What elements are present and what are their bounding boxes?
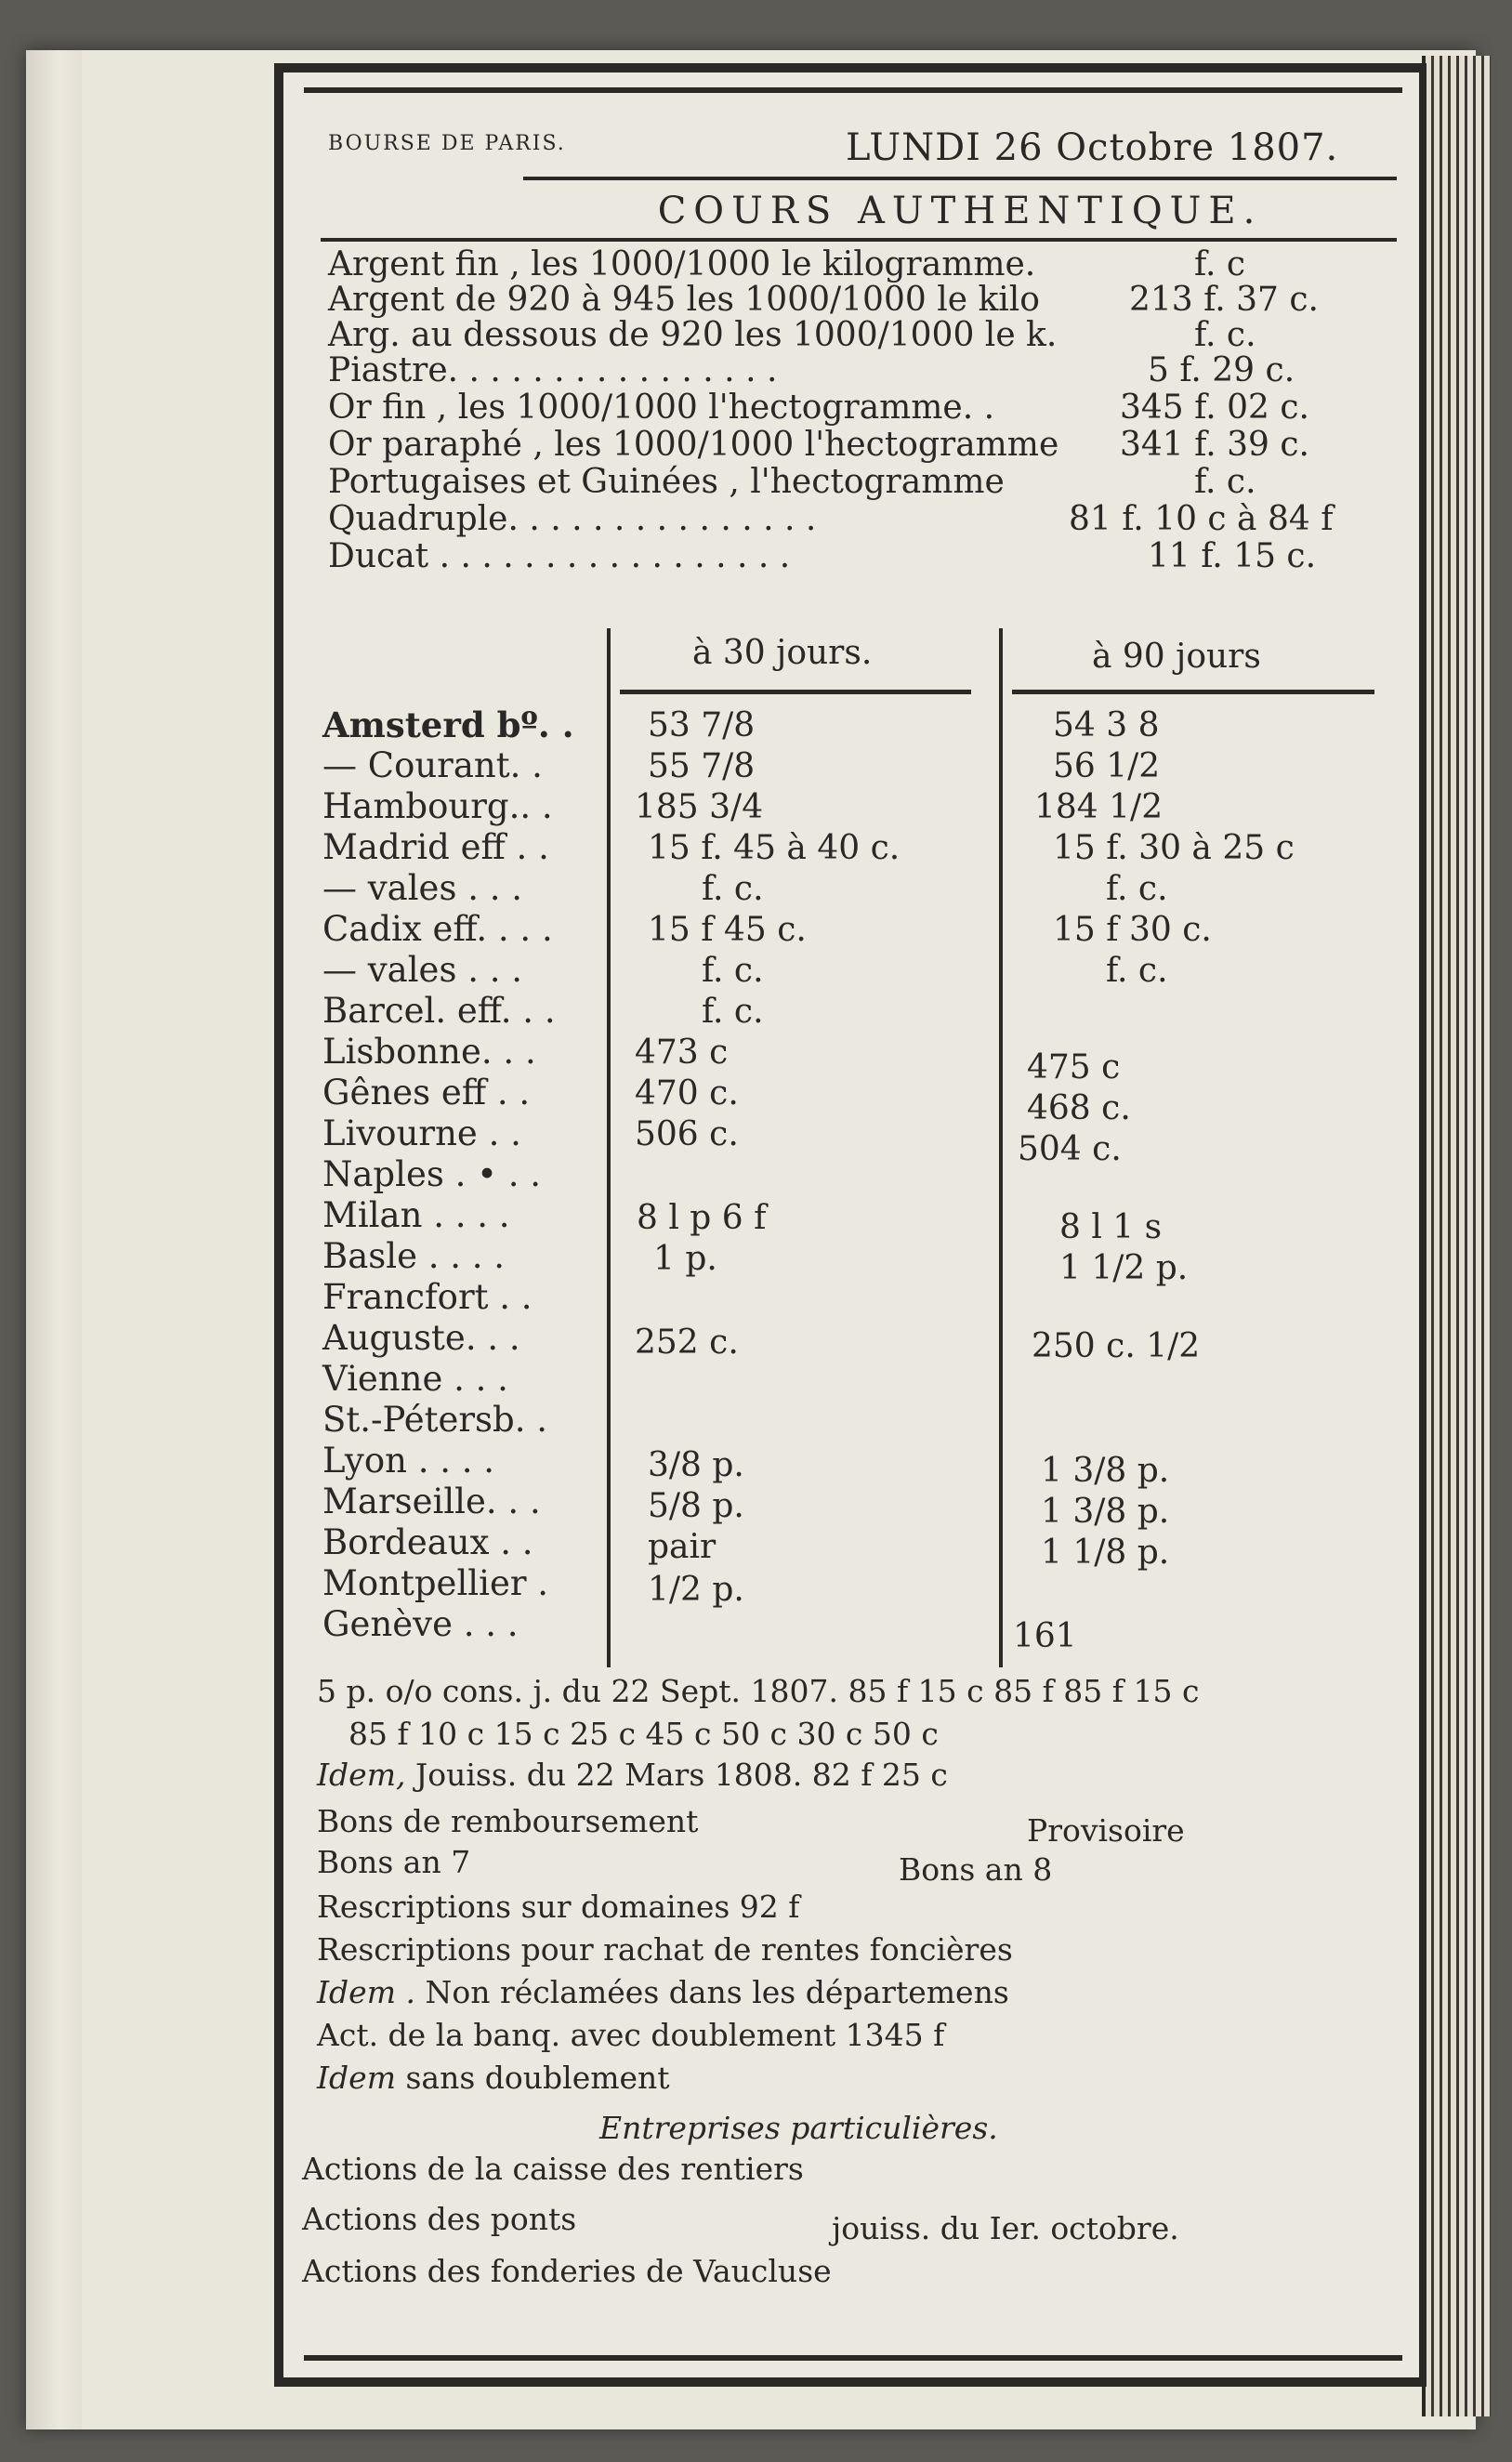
exchange-90: 1 1/8 p. [1041,1534,1170,1572]
exchange-30: 8 l p 6 f [637,1199,767,1237]
provisoire-label: Provisoire [1027,1812,1185,1849]
exchange-city: Barcel. eff. . . [322,991,556,1031]
act-banque: Act. de la banq. avec doublement 1345 f [317,2017,945,2053]
idem-label: Idem . [317,1974,415,2010]
exchange-city: Hambourg.. . [322,786,553,826]
exchange-30: 185 3/4 [635,788,764,826]
funds-line: 5 p. o/o cons. j. du 22 Sept. 1807. 85 f 15 c 85 f 85 f 15 c [317,1673,1200,1709]
exchange-30: 15 f 45 c. [648,911,807,949]
column-header-rule-90 [1012,690,1374,694]
ponts-note: jouiss. du Ier. octobre. [832,2210,1179,2246]
idem-sans-doublement [317,2060,670,2096]
exchange-90: 1 3/8 p. [1041,1452,1170,1490]
column-header-30-days: à 30 jours. [692,634,873,672]
exchange-city: Livourne . . [322,1113,521,1153]
action-line: Actions des ponts [302,2201,577,2237]
entreprises-heading: Entreprises particulières. [599,2110,998,2146]
metal-value: 341 f. 39 c. [1120,426,1309,464]
exchange-90: 184 1/2 [1034,788,1164,826]
exchange-30: 470 c. [635,1074,739,1113]
exchange-30: 5/8 p. [648,1487,744,1525]
column-divider-left [607,628,611,1667]
exchange-90: 1 3/8 p. [1041,1493,1170,1531]
exchange-90: f. c. [1106,952,1168,990]
idem-jouiss-line [317,1757,948,1793]
exchange-30: 473 c [635,1034,729,1072]
exchange-city: — vales . . . [322,868,523,908]
exchange-city: Vienne . . . [322,1359,508,1399]
exchange-90: 161 [1013,1617,1077,1655]
metal-value: f. c. [1194,463,1256,501]
metal-label: Or fin , les 1000/1000 l'hectogramme. . [328,388,995,427]
exchange-city: Cadix eff. . . . [322,909,553,949]
exchange-city: Marseille. . . [322,1481,541,1521]
exchange-city: Amsterd bº. . [322,704,574,745]
header-left: BOURSE DE PARIS. [328,132,566,155]
exchange-90: 504 c. [1018,1130,1122,1168]
exchange-city: Basle . . . . [322,1236,506,1276]
metal-label: Piastre. . . . . . . . . . . . . . . . [328,351,778,389]
column-header-90-days: à 90 jours [1092,638,1261,676]
metal-label: Quadruple. . . . . . . . . . . . . . . [328,500,817,538]
exchange-city: Auguste. . . [322,1318,520,1358]
column-divider-right [999,628,1003,1667]
exchange-90: 8 l 1 s [1059,1208,1163,1246]
exchange-90: 56 1/2 [1053,747,1161,785]
idem-text: Jouiss. du 22 Mars 1808. 82 f 25 c [414,1757,948,1793]
exchange-city: Montpellier . [322,1563,549,1603]
bons-remboursement: Bons de remboursement [317,1803,699,1839]
exchange-city: Genève . . . [322,1604,519,1644]
rescriptions-domaines: Rescriptions sur domaines 92 f [317,1889,800,1925]
exchange-90: f. c. [1106,870,1168,908]
exchange-30: f. c. [702,952,764,990]
exchange-30: 1/2 p. [648,1571,744,1609]
exchange-30: 3/8 p. [648,1446,744,1484]
idem-label: Idem [317,2060,396,2096]
metal-value: 81 f. 10 c à 84 f [1069,500,1334,538]
exchange-30: 15 f. 45 à 40 c. [648,829,901,867]
exchange-30: pair [648,1528,717,1566]
exchange-city: Francfort . . [322,1277,532,1317]
header-right: LUNDI 26 Octobre 1807. [846,126,1339,169]
exchange-90: 54 3 8 [1053,706,1160,744]
exchange-30: 506 c. [635,1115,739,1153]
funds-line: 85 f 10 c 15 c 25 c 45 c 50 c 30 c 50 c [348,1716,939,1752]
exchange-30: f. c. [702,870,764,908]
action-line: Actions des fonderies de Vaucluse [302,2253,832,2289]
idem-non-reclamees [317,1974,1009,2010]
exchange-city: St.-Pétersb. . [322,1400,548,1440]
book-spine [26,50,82,2429]
metal-value: f. c. [1194,316,1256,354]
exchange-90: 1 1/2 p. [1059,1249,1189,1287]
metal-value: 345 f. 02 c. [1120,388,1309,427]
idem-text: sans doublement [405,2060,670,2096]
metal-label: Argent fin , les 1000/1000 le kilogramme. [328,245,1036,283]
exchange-90: 15 f 30 c. [1053,911,1212,949]
exchange-city: Gênes eff . . [322,1073,531,1113]
idem-label: Idem, [317,1757,406,1793]
exchange-city: — Courant. . [322,745,543,785]
exchange-90: 250 c. 1/2 [1032,1327,1201,1365]
exchange-30: f. c. [702,993,764,1031]
exchange-city: Madrid eff . . [322,827,549,867]
idem-text: Non réclamées dans les départemens [425,1974,1009,2010]
metal-label: Argent de 920 à 945 les 1000/1000 le kilo [328,281,1040,319]
exchange-30: 53 7/8 [648,706,756,744]
title-rule-bottom [321,238,1397,242]
top-border-rule [304,87,1402,93]
printed-page [274,63,1427,2387]
metal-value: f. c [1194,245,1246,283]
action-line: Actions de la caisse des rentiers [302,2151,804,2187]
bons-an-7: Bons an 7 [317,1844,471,1880]
exchange-30: 252 c. [635,1323,739,1362]
exchange-city: Lyon . . . . [322,1441,495,1481]
exchange-90: 468 c. [1027,1089,1131,1127]
metal-label: Or paraphé , les 1000/1000 l'hectogramme [328,426,1059,464]
page-title: COURS AUTHENTIQUE. [657,190,1263,232]
bons-an-8: Bons an 8 [899,1851,1053,1888]
metal-value: 213 f. 37 c. [1129,281,1319,319]
exchange-city: Milan . . . . [322,1195,510,1235]
exchange-30: 1 p. [653,1240,717,1278]
bottom-border-rule [304,2355,1402,2361]
exchange-90: 15 f. 30 à 25 c [1053,829,1295,867]
exchange-city: — vales . . . [322,950,523,990]
exchange-city: Lisbonne. . . [322,1032,536,1072]
exchange-90: 475 c [1027,1048,1121,1086]
metal-label: Ducat . . . . . . . . . . . . . . . . . [328,537,791,575]
metal-value: 5 f. 29 c. [1148,351,1295,389]
exchange-city: Naples . • . . [322,1154,541,1194]
metal-value: 11 f. 15 c. [1148,537,1317,575]
exchange-city: Bordeaux . . [322,1522,533,1562]
metal-label: Portugaises et Guinées , l'hectogramme [328,463,1005,501]
exchange-30: 55 7/8 [648,747,756,785]
page-edges [1422,56,1491,2416]
rescriptions-rachat: Rescriptions pour rachat de rentes foncières [317,1931,1013,1968]
title-rule-top [523,177,1397,180]
metal-label: Arg. au dessous de 920 les 1000/1000 le k. [328,316,1058,354]
column-header-rule-30 [620,690,971,694]
